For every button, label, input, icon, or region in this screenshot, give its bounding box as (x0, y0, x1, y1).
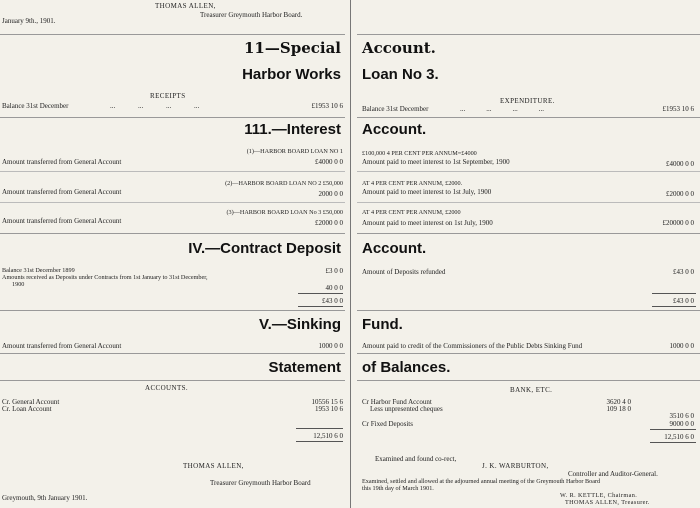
rule (0, 310, 345, 311)
footer-settled-2: this 19th day of March 1901. (362, 485, 434, 492)
sum-rule (298, 306, 343, 307)
rule (357, 380, 700, 381)
interest-right-text-1: Amount paid to meet interest to 1st September, 1900 (362, 158, 510, 166)
rule (0, 380, 345, 381)
special-heading-left: 11—Special (244, 39, 341, 57)
statement-right-amount-4: 9000 0 0 (669, 420, 694, 428)
rule (0, 117, 345, 118)
contract-right-total: £43 0 0 (673, 297, 694, 305)
sum-rule (652, 293, 696, 294)
rule (357, 171, 700, 172)
contract-left-total: £43 0 0 (322, 297, 343, 305)
statement-left-row-1: Cr. General Account (2, 398, 60, 406)
top-name: THOMAS ALLEN, (155, 2, 216, 10)
dot-leader: ... ... ... ... (460, 105, 544, 113)
contract-left-row-1: Balance 31st December 1899 (2, 267, 75, 274)
statement-left-row-2: Cr. Loan Account (2, 405, 52, 413)
interest-left-text-2: Amount transferred from General Account (2, 188, 122, 196)
special-sub-right: Loan No 3. (362, 66, 439, 83)
interest-heading-left: 111.—Interest (244, 121, 341, 138)
interest-right-amount-2: £2000 0 0 (666, 190, 694, 198)
special-heading-right: Account. (362, 39, 436, 57)
sinking-heading-right: Fund. (362, 316, 403, 333)
contract-left-amount-2: 40 0 0 (325, 284, 343, 292)
statement-right-row-2: Less unpresented cheques (370, 405, 443, 413)
sinking-right-row: Amount paid to credit of the Commissioners of the Public Debts Sinking Fund (362, 342, 583, 350)
footer-chairman: W. R. KETTLE, Chairman. (560, 492, 638, 499)
rule (0, 34, 345, 35)
statement-right-total: 12,510 6 0 (664, 433, 694, 441)
special-sub-left: Harbor Works (242, 66, 341, 83)
footer-treasurer: THOMAS ALLEN, Treasurer. (565, 499, 650, 506)
contract-heading-left: IV.—Contract Deposit (188, 240, 341, 257)
footer-left-name: THOMAS ALLEN, (183, 462, 244, 470)
bank-label: BANK, ETC. (510, 386, 553, 394)
interest-right-text-2: Amount paid to meet interest to 1st July, 1900 (362, 188, 492, 196)
interest-left-amount-2: 2000 0 0 (318, 190, 343, 198)
interest-left-text-1: Amount transferred from General Account (2, 158, 122, 166)
rule (357, 233, 700, 234)
sum-rule (296, 441, 343, 442)
contract-left-row-2b: 1900 (12, 281, 25, 288)
rule (357, 310, 700, 311)
sum-rule (652, 306, 696, 307)
special-right-row: Balance 31st December (362, 105, 429, 113)
contract-right-amount: £43 0 0 (673, 268, 694, 276)
contract-heading-right: Account. (362, 240, 427, 257)
rule (357, 202, 700, 203)
statement-right-row-1: Cr Harbor Fund Account (362, 398, 432, 406)
footer-left-date: Greymouth, 9th January 1901. (2, 494, 88, 502)
rule (357, 34, 700, 35)
sum-rule (650, 429, 696, 430)
interest-right-amount-3: £20000 0 0 (662, 219, 694, 227)
statement-left-amount-1: 10556 15 6 (311, 398, 343, 406)
rule (0, 353, 345, 354)
sum-rule (298, 293, 343, 294)
rule (0, 233, 345, 234)
interest-left-caption-3: (3)—HARBOR BOARD LOAN No 3 £50,000 (226, 209, 343, 216)
statement-right-inner-1: 3620 4 0 (606, 398, 631, 406)
interest-heading-right: Account. (362, 121, 427, 138)
interest-right-caption-2: AT 4 PER CENT PER ANNUM, £2000. (362, 180, 463, 187)
special-left-row: Balance 31st December (2, 102, 69, 110)
footer-controller: Controller and Auditor-General. (568, 470, 658, 478)
interest-right-caption-3: AT 4 PER CENT PER ANNUM, £2000 (362, 209, 461, 216)
footer-warburton: J. K. WARBURTON, (482, 462, 549, 470)
special-right-amount: £1953 10 6 (662, 105, 694, 113)
footer-settled-1: Examined, settled and allowed at the adjourned annual meeting of the Greymouth Harbor Board (362, 478, 601, 485)
dot-leader: ... ... ... ... (110, 102, 200, 110)
interest-left-amount-3: £2000 0 0 (315, 219, 343, 227)
contract-right-row: Amount of Deposits refunded (362, 268, 446, 276)
rule (357, 117, 700, 118)
accounts-label: ACCOUNTS. (145, 384, 189, 392)
sinking-left-row: Amount transferred from General Account (2, 342, 122, 350)
footer-left-title: Treasurer Greymouth Harbor Board (210, 479, 311, 487)
sinking-left-amount: 1000 0 0 (318, 342, 343, 350)
rule (0, 171, 345, 172)
interest-left-amount-1: £4000 0 0 (315, 158, 343, 166)
statement-right-inner-2: 109 18 0 (606, 405, 631, 413)
statement-heading-left: Statement (268, 359, 341, 376)
interest-left-text-3: Amount transferred from General Account (2, 217, 122, 225)
special-left-amount: £1953 10 6 (311, 102, 343, 110)
page-divider (350, 0, 351, 508)
rule (357, 353, 700, 354)
top-title: Treasurer Greymouth Harbor Board. (200, 11, 303, 19)
top-date: January 9th., 1901. (2, 17, 56, 25)
statement-heading-right: of Balances. (362, 359, 451, 376)
interest-right-text-3: Amount paid to meet interest on 1st July, 1900 (362, 219, 493, 227)
interest-left-caption-1: (1)—HARBOR BOARD LOAN NO 1 (246, 148, 343, 155)
contract-left-row-2: Amounts received as Deposits under Contracts from 1st January to 31st December, (2, 274, 208, 281)
sum-rule (296, 428, 343, 429)
sum-rule (650, 442, 696, 443)
statement-left-amount-2: 1953 10 6 (315, 405, 343, 413)
contract-left-amount-1: £3 0 0 (325, 267, 343, 275)
interest-right-caption-1: £100,000 4 PER CENT PER ANNUM=£4000 (362, 150, 477, 157)
receipts-label: RECEIPTS (150, 92, 186, 100)
interest-left-caption-2: (2)—HARBOR BOARD LOAN NO 2 £50,000 (225, 180, 343, 187)
sinking-right-amount: 1000 0 0 (669, 342, 694, 350)
statement-left-total: 12,510 6 0 (313, 432, 343, 440)
rule (0, 202, 345, 203)
interest-right-amount-1: £4000 0 0 (666, 160, 694, 168)
sinking-heading-left: V.—Sinking (259, 316, 341, 333)
statement-right-row-4: Cr Fixed Deposits (362, 420, 413, 428)
expenditure-label: EXPENDITURE. (500, 97, 555, 105)
statement-right-amount-3: 3510 6 0 (669, 412, 694, 420)
footer-examined: Examined and found co-rect, (375, 455, 457, 463)
